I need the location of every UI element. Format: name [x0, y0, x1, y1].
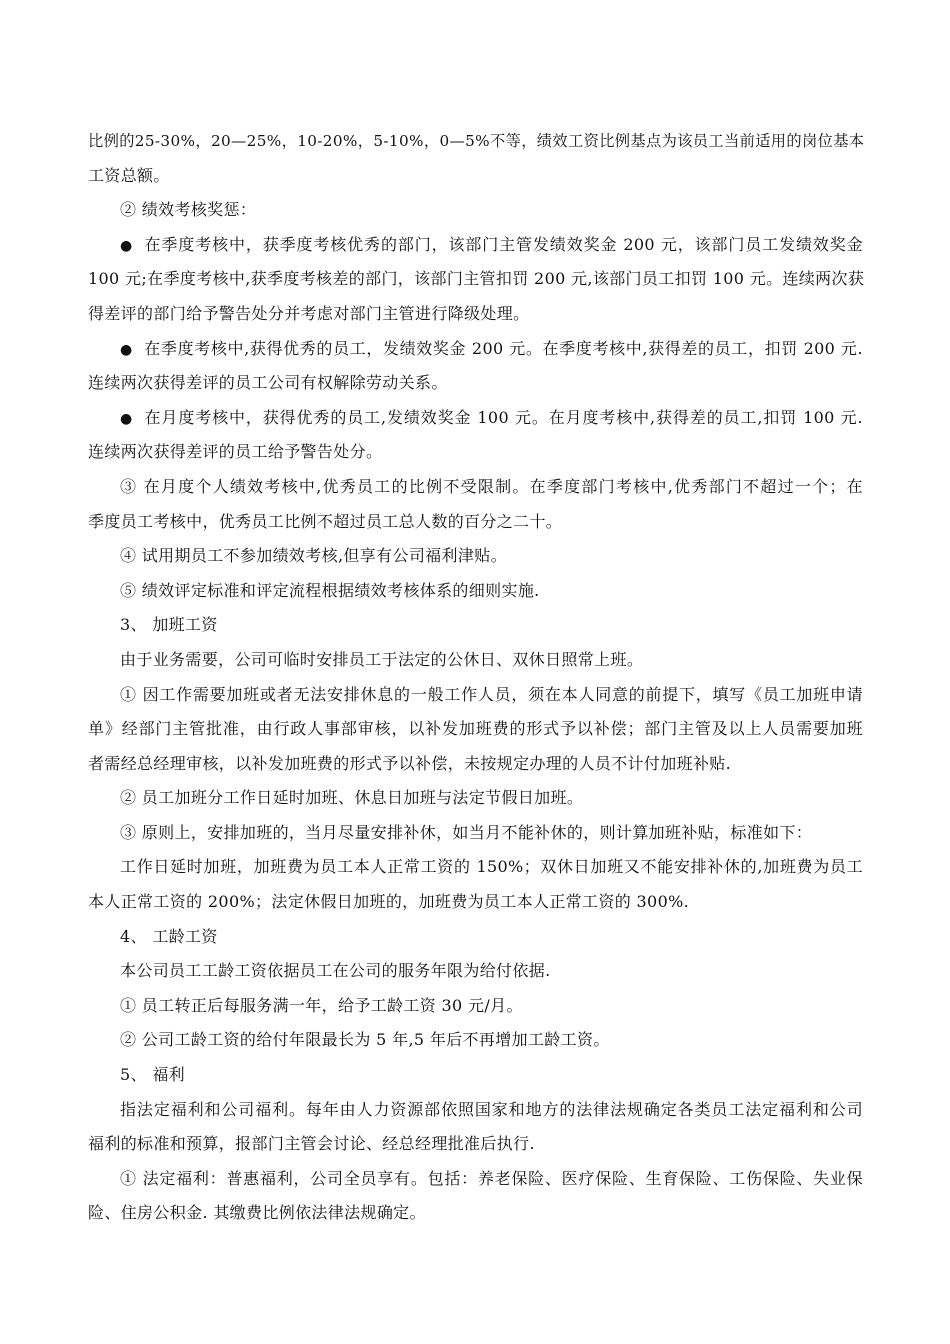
line-text: 本人正常工资的 200%；法定休假日加班的，加班费为员工本人正常工资的 300%. — [88, 892, 690, 912]
line-text: 在季度考核中,获得优秀的员工，发绩效奖金 200 元。在季度考核中,获得差的员工，扣罚 200 元. — [144, 338, 863, 358]
line-text: ① 员工转正后每服务满一年，给予工龄工资 30 元/月。 — [120, 995, 523, 1015]
line-text: 连续两次获得差评的员工给予警告处分。 — [88, 442, 383, 462]
text-line — [88, 1196, 863, 1231]
line-text: ② 公司工龄工资的给付年限最长为 5 年,5 年后不再增加工龄工资。 — [120, 1030, 610, 1050]
line-text: 在季度考核中，获季度考核优秀的部门，该部门主管发绩效奖金 200 元，该部门员工发绩效奖金 — [144, 234, 863, 254]
line-text: ③ 原则上，安排加班的，当月尽量安排补休，如当月不能补休的，则计算加班补贴，标准如下： — [120, 822, 813, 842]
line-text: ④ 试用期员工不参加绩效考核,但享有公司福利津贴。 — [120, 546, 507, 566]
line-text: 工作日延时加班，加班费为员工本人正常工资的 150%；双休日加班又不能安排补休的,加班费为员工 — [120, 857, 863, 877]
line-text: 工资总额。 — [88, 165, 170, 185]
text-line — [88, 1127, 863, 1162]
line-text: ① 法定福利：普惠福利，公司全员享有。包括：养老保险、医疗保险、生育保险、工伤保险、失业保 — [120, 1168, 863, 1188]
line-text: 本公司员工工龄工资依据员工在公司的服务年限为给付依据. — [120, 961, 551, 981]
text-line — [88, 401, 863, 436]
text-line — [88, 505, 863, 540]
bullet-icon: ● — [120, 341, 133, 358]
text-line — [88, 228, 863, 263]
line-text: 者需经总经理审核，以补发加班费的形式予以补偿，未按规定办理的人员不计付加班补贴. — [88, 753, 732, 773]
text-line — [88, 608, 863, 643]
line-text: 福利的标准和预算，报部门主管会讨论、经总经理批准后执行. — [88, 1134, 535, 1154]
line-text: 4、 工龄工资 — [120, 926, 218, 946]
text-line — [88, 366, 863, 401]
text-line — [88, 747, 863, 782]
line-text: 由于业务需要，公司可临时安排员工于法定的公休日、双休日照常上班。 — [120, 649, 644, 669]
text-line — [88, 678, 863, 713]
line-text: 得差评的部门给予警告处分并考虑对部门主管进行降级处理。 — [88, 303, 530, 323]
text-line — [88, 885, 863, 920]
line-text: 100 元;在季度考核中,获季度考核差的部门，该部门主管扣罚 200 元,该部门员工扣罚 100 元。连续两次获 — [88, 269, 865, 289]
text-line — [88, 435, 863, 470]
text-line — [88, 470, 863, 505]
line-text: 险、住房公积金. 其缴费比例依法律法规确定。 — [88, 1203, 426, 1223]
text-line — [88, 193, 863, 228]
text-line — [88, 297, 863, 332]
text-line — [88, 539, 863, 574]
bullet-icon: ● — [120, 410, 133, 427]
text-line — [88, 1023, 863, 1058]
text-line — [88, 781, 863, 816]
text-line — [88, 124, 863, 159]
line-text: ① 因工作需要加班或者无法安排休息的一般工作人员，须在本人同意的前提下，填写《员工加班申请 — [120, 684, 863, 704]
bullet-icon: ● — [120, 237, 133, 254]
line-text: 5、 福利 — [120, 1065, 186, 1085]
text-line — [88, 920, 863, 955]
text-line — [88, 1162, 863, 1197]
line-text: 季度员工考核中，优秀员工比例不超过员工总人数的百分之二十。 — [88, 511, 563, 531]
line-text: ③ 在月度个人绩效考核中,优秀员工的比例不受限制。在季度部门考核中,优秀部门不超过一个；在 — [120, 476, 863, 496]
text-line — [88, 954, 863, 989]
text-line — [88, 712, 863, 747]
text-line — [88, 1058, 863, 1093]
line-text: 指法定福利和公司福利。每年由人力资源部依照国家和地方的法律法规确定各类员工法定福利和公司 — [120, 1099, 863, 1119]
line-text: 连续两次获得差评的员工公司有权解除劳动关系。 — [88, 373, 448, 393]
document-page — [88, 124, 863, 1231]
line-text: 3、 加班工资 — [120, 615, 218, 635]
text-line — [88, 989, 863, 1024]
text-line — [88, 643, 863, 678]
text-line — [88, 159, 863, 194]
text-line — [88, 816, 863, 851]
line-text: 单》经部门主管批准，由行政人事部审核，以补发加班费的形式予以补偿；部门主管及以上人员需要加班 — [88, 719, 863, 739]
line-text: ⑤ 绩效评定标准和评定流程根据绩效考核体系的细则实施. — [120, 580, 540, 600]
line-text: ② 绩效考核奖惩： — [120, 200, 257, 220]
line-text: ② 员工加班分工作日延时加班、休息日加班与法定节假日加班。 — [120, 788, 584, 808]
text-line — [88, 332, 863, 367]
text-line — [88, 850, 863, 885]
text-line — [88, 1093, 863, 1128]
text-line — [88, 262, 863, 297]
text-line — [88, 574, 863, 609]
line-text: 在月度考核中，获得优秀的员工,发绩效奖金 100 元。在月度考核中,获得差的员工,扣罚 100 元. — [144, 407, 863, 427]
line-text: 比例的25-30%，20—25%，10-20%，5-10%，0—5%不等，绩效工资比例基点为该员工当前适用的岗位基本 — [88, 132, 865, 150]
